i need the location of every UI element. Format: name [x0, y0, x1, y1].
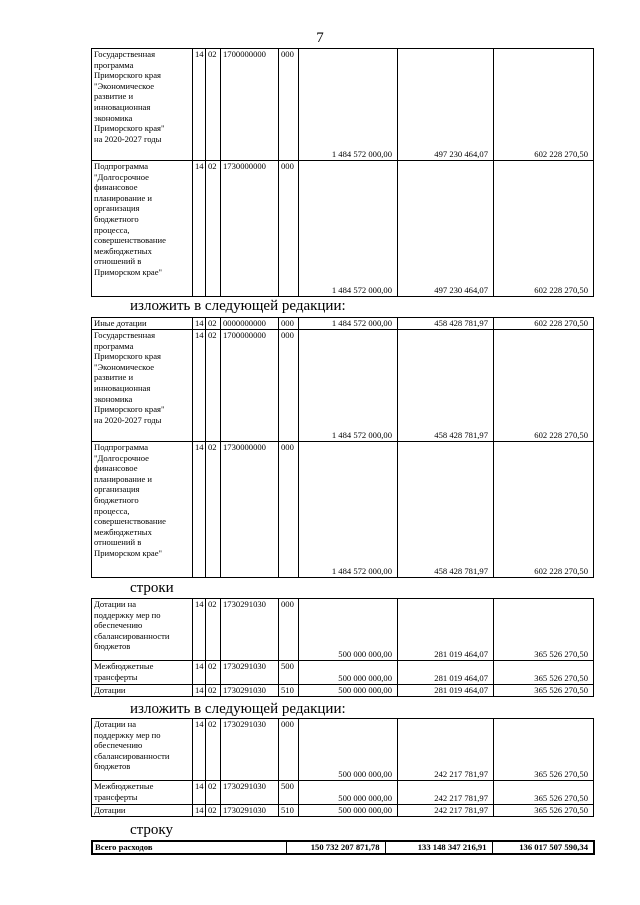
amount-year2: 458 428 781,97 [398, 330, 494, 442]
section-code: 14 [193, 719, 206, 781]
table-row [92, 330, 594, 442]
amount-year2: 497 230 464,07 [398, 161, 494, 297]
section-code: 14 [193, 685, 206, 697]
table-row [92, 781, 594, 805]
subsection-code: 02 [206, 330, 221, 442]
section-code: 14 [193, 161, 206, 297]
table-row [92, 442, 594, 578]
row-name: Дотации на поддержку мер по обеспечению сбалансированности бюджетов [92, 719, 193, 781]
section-code: 14 [193, 49, 206, 161]
caption-new-edition: изложить в следующей редакции: [130, 298, 346, 314]
table-row [92, 49, 594, 161]
target-article-code: 1730000000 [221, 161, 279, 297]
section-code: 14 [193, 661, 206, 685]
expense-type-code: 000 [279, 318, 299, 330]
expense-type-code: 000 [279, 442, 299, 578]
subsection-code: 02 [206, 49, 221, 161]
row-name: Дотации [92, 805, 193, 817]
total-year2: 133 148 347 216,91 [385, 841, 492, 854]
section-code: 14 [193, 781, 206, 805]
page-number: 7 [316, 30, 324, 46]
amount-year2: 242 217 781,97 [398, 781, 494, 805]
expense-type-code: 000 [279, 161, 299, 297]
amount-year1: 1 484 572 000,00 [299, 161, 398, 297]
amount-year1: 1 484 572 000,00 [299, 330, 398, 442]
caption-rows: строки [130, 580, 174, 596]
section-code: 14 [193, 805, 206, 817]
amount-year1: 500 000 000,00 [299, 685, 398, 697]
expense-type-code: 000 [279, 330, 299, 442]
total-label: Всего расходов [95, 842, 153, 852]
total-year1: 150 732 207 871,78 [286, 841, 385, 854]
row-name: Межбюджетные трансферты [92, 781, 193, 805]
amount-year3: 365 526 270,50 [494, 719, 594, 781]
amount-year3: 365 526 270,50 [494, 781, 594, 805]
target-article-code: 1730291030 [221, 599, 279, 661]
amount-year2: 458 428 781,97 [398, 318, 494, 330]
subsection-code: 02 [206, 781, 221, 805]
table-row [92, 685, 594, 697]
amount-year3: 602 228 270,50 [494, 49, 594, 161]
amount-year1: 1 484 572 000,00 [299, 442, 398, 578]
row-name: Иные дотации [92, 318, 193, 330]
total-year3: 136 017 507 590,34 [492, 841, 594, 854]
row-name: Подпрограмма "Долгосрочное финансовое планирование и организация бюджетного процесса, совершенствование межбюджетных отношений в Приморском крае" [92, 442, 193, 578]
row-name: Государственная программа Приморского края "Экономическое развитие и инновационная экономика Приморского края" на 2020-2027 годы [92, 330, 193, 442]
amount-year3: 602 228 270,50 [494, 318, 594, 330]
table-row [92, 318, 594, 330]
target-article-code: 1730291030 [221, 805, 279, 817]
target-article-code: 1730291030 [221, 719, 279, 781]
subsection-code: 02 [206, 442, 221, 578]
amount-year3: 365 526 270,50 [494, 805, 594, 817]
amount-year2: 281 019 464,07 [398, 661, 494, 685]
row-name: Подпрограмма "Долгосрочное финансовое планирование и организация бюджетного процесса, совершенствование межбюджетных отношений в Приморском крае" [92, 161, 193, 297]
section-code: 14 [193, 599, 206, 661]
total-table [91, 840, 595, 855]
target-article-code: 1700000000 [221, 330, 279, 442]
target-article-code: 0000000000 [221, 318, 279, 330]
amount-year1: 500 000 000,00 [299, 781, 398, 805]
subsidy-table-new [91, 718, 594, 817]
amount-year2: 458 428 781,97 [398, 442, 494, 578]
target-article-code: 1730291030 [221, 661, 279, 685]
target-article-code: 1730291030 [221, 781, 279, 805]
amount-year3: 365 526 270,50 [494, 661, 594, 685]
amount-year2: 242 217 781,97 [398, 805, 494, 817]
amount-year1: 500 000 000,00 [299, 661, 398, 685]
caption-row: строку [130, 822, 173, 838]
row-name: Межбюджетные трансферты [92, 661, 193, 685]
table-row [92, 599, 594, 661]
amount-year1: 1 484 572 000,00 [299, 49, 398, 161]
subsection-code: 02 [206, 599, 221, 661]
subsection-code: 02 [206, 719, 221, 781]
table-row [92, 661, 594, 685]
amount-year3: 365 526 270,50 [494, 685, 594, 697]
amount-year1: 500 000 000,00 [299, 599, 398, 661]
budget-table-new [91, 317, 594, 578]
caption-new-edition-2: изложить в следующей редакции: [130, 701, 346, 717]
table-row [92, 805, 594, 817]
table-row [92, 161, 594, 297]
section-code: 14 [193, 442, 206, 578]
amount-year3: 602 228 270,50 [494, 442, 594, 578]
amount-year2: 281 019 464,07 [398, 685, 494, 697]
target-article-code: 1700000000 [221, 49, 279, 161]
amount-year3: 602 228 270,50 [494, 330, 594, 442]
budget-table-original [91, 48, 594, 297]
amount-year2: 242 217 781,97 [398, 719, 494, 781]
expense-type-code: 500 [279, 661, 299, 685]
row-name: Дотации на поддержку мер по обеспечению сбалансированности бюджетов [92, 599, 193, 661]
target-article-code: 1730291030 [221, 685, 279, 697]
expense-type-code: 510 [279, 685, 299, 697]
amount-year3: 365 526 270,50 [494, 599, 594, 661]
expense-type-code: 500 [279, 781, 299, 805]
subsection-code: 02 [206, 318, 221, 330]
subsidy-table-original [91, 598, 594, 697]
expense-type-code: 000 [279, 719, 299, 781]
section-code: 14 [193, 318, 206, 330]
subsection-code: 02 [206, 805, 221, 817]
amount-year3: 602 228 270,50 [494, 161, 594, 297]
target-article-code: 1730000000 [221, 442, 279, 578]
expense-type-code: 000 [279, 599, 299, 661]
amount-year1: 500 000 000,00 [299, 805, 398, 817]
expense-type-code: 000 [279, 49, 299, 161]
amount-year1: 500 000 000,00 [299, 719, 398, 781]
total-row [92, 841, 594, 854]
subsection-code: 02 [206, 161, 221, 297]
table-row [92, 719, 594, 781]
row-name: Государственная программа Приморского края "Экономическое развитие и инновационная экономика Приморского края" на 2020-2027 годы [92, 49, 193, 161]
amount-year2: 281 019 464,07 [398, 599, 494, 661]
expense-type-code: 510 [279, 805, 299, 817]
subsection-code: 02 [206, 685, 221, 697]
amount-year2: 497 230 464,07 [398, 49, 494, 161]
amount-year1: 1 484 572 000,00 [299, 318, 398, 330]
subsection-code: 02 [206, 661, 221, 685]
row-name: Дотации [92, 685, 193, 697]
section-code: 14 [193, 330, 206, 442]
